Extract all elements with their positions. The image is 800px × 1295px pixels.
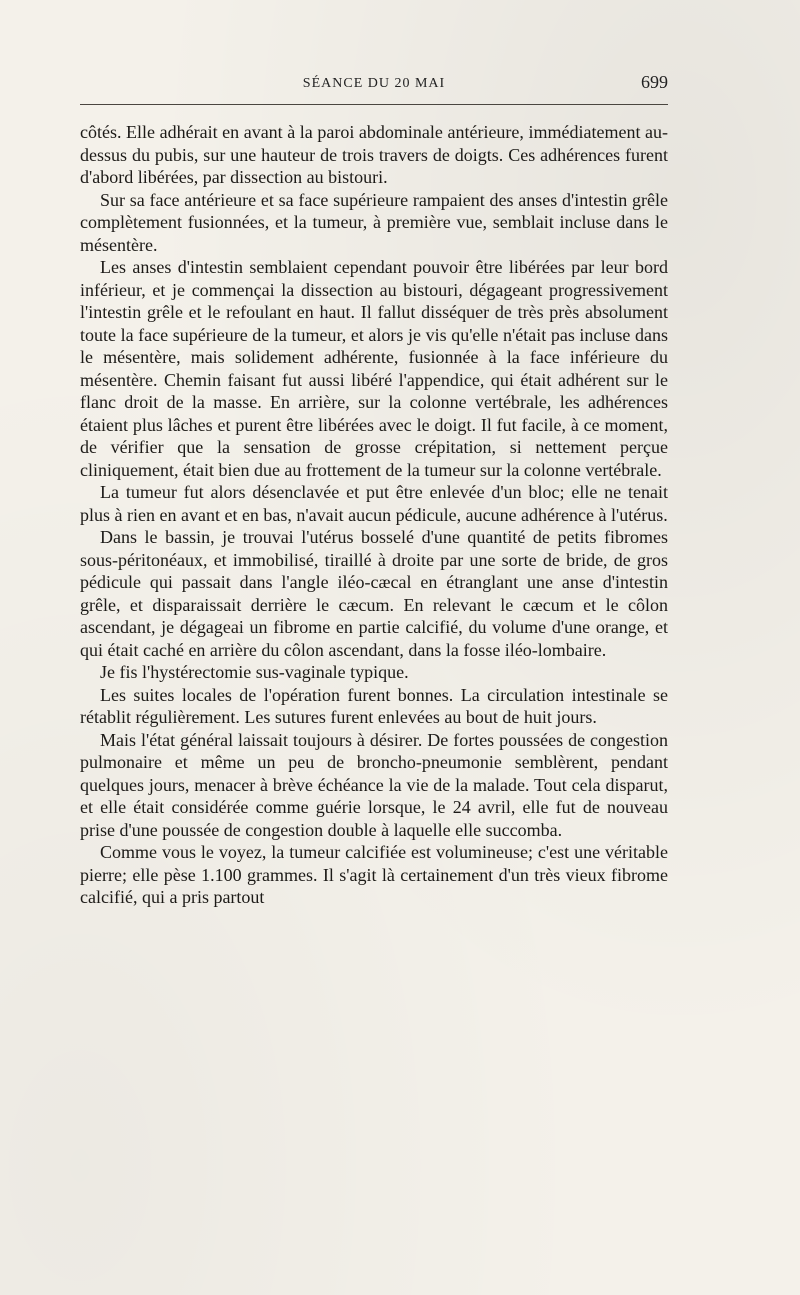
paragraph: Sur sa face antérieure et sa face supérieure rampaient des anses d'intestin grêle complètement fusionnées, et la tumeur, à première vue, semblait incluse dans le mésentère. [80,189,668,255]
paragraph: Les suites locales de l'opération furent bonnes. La circulation intestinale se rétablit régulièrement. Les sutures furent enlevées au bout de huit jours. [80,684,668,727]
paragraph: Je fis l'hystérectomie sus-vaginale typique. [100,662,409,682]
running-title: SÉANCE DU 20 MAI [302,76,446,91]
page-number: 699 [641,72,668,92]
paragraph: Dans le bassin, je trouvai l'utérus bosselé d'une quantité de petits fibromes sous-péritonéaux, et immobilisé, tiraillé à droite par une sorte de bride, de gros pédicule qui passait dans l'angle iléo-cæcal en étranglant une anse d'intestin grêle, et disparaissait derrière le cæcum. En relevant le cæcum et le côlon ascendant, je dégageai un fibrome en partie calcifié, du volume d'une orange, et qui était caché en arrière du côlon ascendant, dans la fosse iléo-lombaire. [80,527,668,660]
paragraph: côtés. Elle adhérait en avant à la paroi abdominale antérieure, immédiatement au-dessus du pubis, sur une hauteur de trois travers de doigts. Ces adhérences furent d'abord libérées, par dissection au bistouri. [80,122,668,187]
paragraph: La tumeur fut alors désenclavée et put être enlevée d'un bloc; elle ne tenait plus à rien en avant et en bas, n'avait aucun pédicule, aucune adhérence à l'utérus. [80,482,668,525]
header-rule [80,104,668,105]
body-text [80,121,668,909]
paragraph: Mais l'état général laissait toujours à désirer. De fortes poussées de congestion pulmonaire et même un peu de broncho-pneumonie semblèrent, pendant quelques jours, menacer à brève échéance la vie de la malade. Tout cela disparut, et elle était considérée comme guérie lorsque, le 24 avril, elle fut de nouveau prise d'une poussée de congestion double à laquelle elle succomba. [80,729,668,840]
paragraph: Les anses d'intestin semblaient cependant pouvoir être libérées par leur bord inférieur, et je commençai la dissection au bistouri, dégageant progressivement l'intestin grêle et le refoulant en haut. Il fallut disséquer de très près absolument toute la face supérieure de la tumeur, et alors je vis qu'elle n'était pas incluse dans le mésentère, mais solidement adhérente, fusionnée à la face inférieure du mésentère. Chemin faisant fut aussi libéré l'appendice, qui était adhérent sur le flanc droit de la masse. En arrière, sur la colonne vertébrale, les adhérences étaient plus lâches et purent être libérées avec le doigt. Il fut facile, à ce moment, de vérifier que la sensation de grosse crépitation, si nettement perçue cliniquement, était bien due au frottement de la tumeur sur la colonne vertébrale. [80,257,668,480]
running-head [80,70,668,100]
paragraph: Comme vous le voyez, la tumeur calcifiée est volumineuse; c'est une véritable pierre; elle pèse 1.100 grammes. Il s'agit là certainement d'un très vieux fibrome calcifié, qui a pris partout [80,842,668,907]
